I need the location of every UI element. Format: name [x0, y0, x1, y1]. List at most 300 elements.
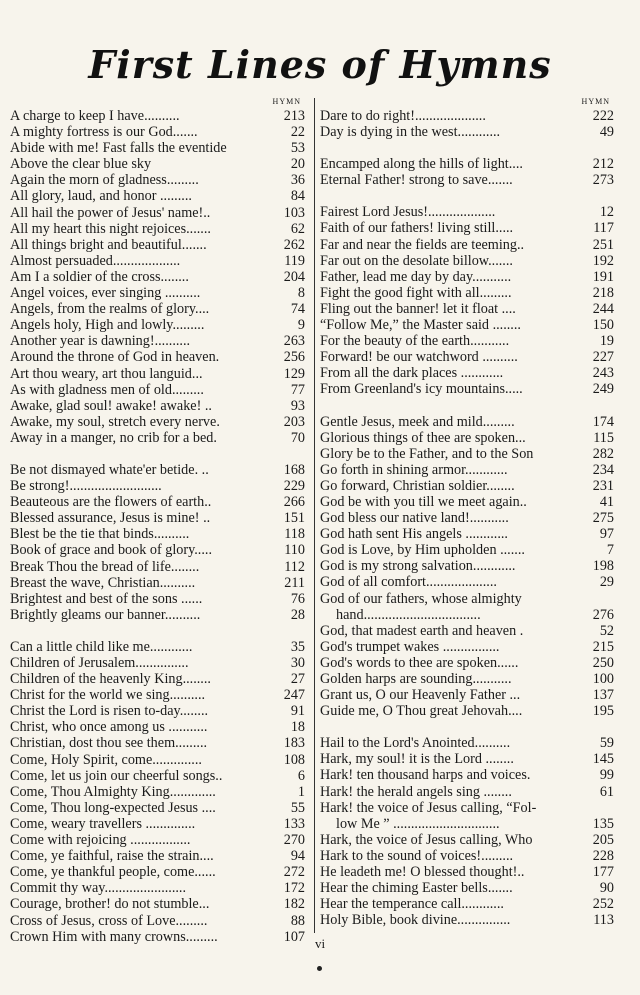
hymn-entry [320, 462, 614, 478]
hymn-first-line: Christ the Lord is risen to-day........ [10, 703, 209, 720]
hymn-first-line: He leadeth me! O blessed thought!.. [320, 864, 525, 881]
hymn-first-line: Almost persuaded................... [10, 252, 181, 269]
hymn-number: 168 [283, 461, 305, 478]
hymn-first-line: Far and near the fields are teeming.. [320, 236, 525, 253]
hymn-number: 227 [592, 349, 614, 366]
hymn-first-line: Above the clear blue sky [10, 156, 152, 173]
hymn-number: 222 [592, 108, 614, 124]
hymn-entry [10, 896, 305, 912]
hymn-entry [10, 575, 305, 591]
hymn-number: 19 [599, 333, 614, 350]
hymn-number: 182 [283, 896, 305, 913]
hymn-number: 77 [290, 381, 305, 398]
hymn-first-line: Angel voices, ever singing .......... [10, 285, 201, 302]
hymn-entry [10, 205, 305, 221]
hymn-entry [10, 864, 305, 880]
hymn-number: 52 [599, 622, 614, 639]
hymn-entry [320, 414, 614, 430]
hymn-entry [320, 510, 614, 526]
hymn-entry [10, 639, 305, 655]
hymn-entry [10, 816, 305, 832]
hymn-entry [10, 526, 305, 542]
hymn-number: 191 [592, 268, 614, 285]
hymn-entry [10, 607, 305, 623]
hymn-entry [320, 639, 614, 655]
hymn-entry [10, 832, 305, 848]
hymn-first-line: Again the morn of gladness......... [10, 172, 199, 189]
hymn-first-line: Away in a manger, no crib for a bed. [10, 429, 217, 446]
hymn-entry [10, 494, 305, 510]
hymn-first-line: Holy Bible, book divine............... [320, 912, 511, 929]
hymn-first-line: As with gladness men of old......... [10, 381, 204, 398]
hymn-number: 9 [297, 317, 305, 334]
hymn-first-line: Cross of Jesus, cross of Love......... [10, 912, 208, 929]
hymn-first-line: Brightest and best of the sons ...... [10, 590, 203, 607]
hymn-number: 250 [592, 654, 614, 671]
hymn-number: 275 [592, 510, 614, 527]
hymn-number: 7 [606, 542, 614, 559]
hymn-number: 129 [283, 365, 305, 382]
hymn-number: 6 [297, 767, 305, 784]
hymn-first-line: Go forth in shining armor............ [320, 461, 508, 478]
hymn-first-line: Courage, brother! do not stumble... [10, 896, 210, 913]
hymn-first-line: Blessed assurance, Jesus is mine! .. [10, 510, 211, 527]
hymn-first-line: All glory, laud, and honor ......... [10, 188, 192, 205]
hymn-entry [320, 494, 614, 510]
hymn-number: 231 [592, 477, 614, 494]
hymn-first-line: Around the throne of God in heaven. [10, 349, 220, 366]
hymn-entry [10, 880, 305, 896]
group-spacer [320, 719, 614, 735]
hymn-first-line: Come, Thou Almighty King............. [10, 783, 216, 800]
hymn-number: 74 [290, 301, 305, 318]
hymn-first-line: All things bright and beautiful....... [10, 236, 207, 253]
hymn-number: 8 [297, 285, 305, 302]
right-column [320, 96, 614, 928]
hymn-number: 76 [290, 590, 305, 607]
hymn-entry [10, 848, 305, 864]
hymn-first-line: Hail to the Lord's Anointed.......... [320, 735, 511, 752]
hymn-entry [10, 913, 305, 929]
hymn-first-line: Come, Holy Spirit, come.............. [10, 751, 202, 768]
hymn-first-line: Encamped along the hills of light.... [320, 156, 523, 173]
hymn-number: 172 [283, 880, 305, 897]
hymn-number: 213 [283, 108, 305, 124]
hymn-first-line: Commit thy way....................... [10, 880, 187, 897]
hymn-first-line: For the beauty of the earth........... [320, 333, 510, 350]
hymn-entry [320, 687, 614, 703]
hymn-entry [320, 558, 614, 574]
hymn-number: 195 [592, 703, 614, 720]
hymn-entry [10, 253, 305, 269]
hymn-entry [10, 735, 305, 751]
hymn-number: 174 [592, 413, 614, 430]
hymn-number: 234 [592, 461, 614, 478]
left-column-header: HYMN [272, 97, 301, 106]
hymn-entry [10, 108, 305, 124]
hymn-entry [320, 253, 614, 269]
hymn-number: 30 [290, 655, 305, 671]
hymn-first-line: Fling out the banner! let it float .... [320, 300, 516, 317]
hymn-first-line: God is Love, by Him upholden ....... [320, 542, 525, 559]
hymn-entry [320, 864, 614, 880]
hymn-first-line: Blest be the tie that binds.......... [10, 526, 190, 543]
hymn-number: 247 [283, 687, 305, 704]
hymn-number: 272 [283, 864, 305, 881]
hymn-first-line: God's trumpet wakes ................ [320, 638, 500, 655]
hymn-first-line: Grant us, O our Heavenly Father ... [320, 687, 521, 704]
hymn-entry [320, 574, 614, 590]
hymn-entry [10, 671, 305, 687]
hymn-entry [320, 204, 614, 220]
hymn-first-line: Come, ye faithful, raise the strain.... [10, 848, 214, 865]
hymn-entry [10, 285, 305, 301]
hymn-entry [10, 784, 305, 800]
hymn-number: 84 [290, 188, 305, 205]
hymn-first-line: All my heart this night rejoices....... [10, 220, 211, 237]
hymn-number: 192 [592, 252, 614, 269]
hymn-first-line: Hear the temperance call............ [320, 896, 504, 913]
hymn-entry [320, 671, 614, 687]
group-spacer [10, 446, 305, 462]
hymn-group [320, 735, 614, 928]
hymn-entry [10, 172, 305, 188]
group-spacer [320, 188, 614, 204]
ornament-dot [317, 966, 322, 971]
right-column-header: HYMN [581, 97, 610, 106]
hymn-number: 229 [283, 478, 305, 495]
hymn-entry [320, 735, 614, 751]
hymn-first-line: Awake, my soul, stretch every nerve. [10, 413, 220, 430]
hymn-entry [320, 269, 614, 285]
hymn-entry [320, 751, 614, 767]
hymn-first-line: Golden harps are sounding........... [320, 671, 512, 687]
hymn-first-line: God hath sent His angels ............ [320, 526, 508, 543]
hymn-entry [320, 156, 614, 172]
hymn-first-line: Christ, who once among us ........... [10, 719, 208, 736]
hymn-entry [320, 349, 614, 365]
hymn-first-line: Glory be to the Father, and to the Son [320, 445, 534, 462]
hymn-first-line: Come, let us join our cheerful songs.. [10, 767, 223, 784]
hymn-number: 249 [592, 381, 614, 398]
hymn-entry [10, 800, 305, 816]
hymn-number: 70 [290, 429, 305, 446]
hymn-number: 1 [297, 783, 305, 800]
hymn-number: 108 [283, 751, 305, 768]
hymn-number: 62 [290, 220, 305, 237]
hymn-first-line: Fairest Lord Jesus!................... [320, 204, 496, 221]
hymn-first-line: Angels, from the realms of glory.... [10, 301, 210, 318]
hymn-first-line: God, that madest earth and heaven . [320, 622, 524, 639]
hymn-entry [10, 333, 305, 349]
hymn-first-line: All hail the power of Jesus' name!.. [10, 204, 211, 221]
left-column [10, 96, 305, 945]
hymn-number: 133 [283, 815, 305, 832]
hymn-first-line: Children of Jerusalem............... [10, 655, 189, 671]
hymn-number: 204 [283, 268, 305, 285]
hymn-entry [320, 655, 614, 671]
group-spacer [320, 398, 614, 414]
group-spacer [10, 623, 305, 639]
hymn-number: 20 [290, 156, 305, 173]
hymn-first-line: Angels holy, High and lowly......... [10, 317, 205, 334]
hymn-number: 110 [284, 542, 305, 559]
hymn-group [320, 414, 614, 720]
hymn-entry [10, 156, 305, 172]
hymn-entry [320, 172, 614, 188]
hymn-number: 198 [592, 558, 614, 575]
hymn-entry [320, 237, 614, 253]
hymn-number: 273 [592, 172, 614, 189]
hymn-first-line: Be strong!.......................... [10, 478, 162, 495]
hymn-entry [10, 510, 305, 526]
hymn-entry [320, 848, 614, 864]
hymn-first-line: Hark, the voice of Jesus calling, Who [320, 831, 533, 848]
hymn-first-line: Go forward, Christian soldier........ [320, 477, 515, 494]
hymn-first-line: God bless our native land!........... [320, 510, 509, 527]
hymn-number: 61 [599, 783, 614, 800]
hymn-first-line: God's words to thee are spoken...... [320, 654, 519, 671]
hymn-entry [10, 752, 305, 768]
hymn-group [320, 204, 614, 397]
hymn-group [10, 462, 305, 623]
hymn-entry [320, 880, 614, 896]
hymn-first-line: A mighty fortress is our God....... [10, 124, 198, 141]
hymn-first-line: Book of grace and book of glory..... [10, 542, 212, 559]
hymn-entry [10, 317, 305, 333]
hymn-number: 118 [284, 526, 305, 543]
hymn-first-line: God of our fathers, whose almighty [320, 590, 522, 607]
hymn-entry [320, 301, 614, 317]
hymn-number: 90 [599, 880, 614, 897]
hymn-entry [320, 124, 614, 140]
page-title: First Lines of Hymns [88, 42, 552, 87]
hymn-entry [320, 478, 614, 494]
hymn-entry [10, 703, 305, 719]
hymn-number: 94 [290, 848, 305, 865]
hymn-first-line: God be with you till we meet again.. [320, 493, 527, 510]
hymn-first-line: Glorious things of thee are spoken... [320, 429, 526, 446]
hymn-first-line: Crown Him with many crowns......... [10, 928, 218, 945]
hymn-entry [320, 317, 614, 333]
hymn-first-line: Dare to do right!.................... [320, 108, 486, 124]
hymn-number: 113 [593, 912, 614, 929]
hymn-entry [10, 398, 305, 414]
hymn-number: 266 [283, 494, 305, 511]
hymn-first-line: Abide with me! Fast falls the eventide [10, 140, 227, 157]
hymn-number: 263 [283, 333, 305, 350]
hymn-number: 119 [284, 252, 305, 269]
hymn-first-line: Hark! ten thousand harps and voices. [320, 767, 531, 784]
hymn-first-line: Faith of our fathers! living still..... [320, 220, 514, 237]
hymn-number: 205 [592, 831, 614, 848]
hymn-entry [320, 108, 614, 124]
hymn-entry [320, 784, 614, 800]
page-number: vi [314, 936, 326, 951]
hymn-first-line: A charge to keep I have.......... [10, 108, 180, 124]
hymn-first-line: Be not dismayed whate'er betide. .. [10, 461, 209, 478]
hymn-group [10, 108, 305, 446]
hymn-entry [10, 414, 305, 430]
hymn-entry [10, 687, 305, 703]
hymn-entry [10, 559, 305, 575]
hymn-number: 41 [599, 493, 614, 510]
hymn-number: 107 [283, 928, 305, 945]
hymn-entry [10, 542, 305, 558]
hymn-number: 256 [283, 349, 305, 366]
hymn-entry [320, 430, 614, 446]
hymn-entry [320, 896, 614, 912]
hymn-number: 29 [599, 574, 614, 591]
hymn-number: 228 [592, 847, 614, 864]
hymn-entry [320, 542, 614, 558]
hymn-entry [10, 301, 305, 317]
hymn-entry [320, 446, 614, 462]
hymn-number: 36 [290, 172, 305, 189]
hymn-number: 88 [290, 912, 305, 929]
hymn-number: 276 [592, 606, 614, 623]
hymn-first-line: From Greenland's icy mountains..... [320, 381, 523, 398]
hymn-number: 12 [599, 204, 614, 221]
hymn-number: 53 [290, 140, 305, 157]
hymn-entry [10, 382, 305, 398]
hymn-number: 177 [592, 864, 614, 881]
hymn-number: 93 [290, 397, 305, 414]
hymn-entry [320, 800, 614, 816]
hymn-number: 100 [592, 671, 614, 687]
hymn-first-line: Come, weary travellers .............. [10, 815, 196, 832]
hymn-number: 135 [592, 815, 614, 832]
hymn-entry [320, 220, 614, 236]
hymn-number: 22 [290, 124, 305, 141]
hymn-number: 262 [283, 236, 305, 253]
hymn-entry [10, 430, 305, 446]
hymn-first-line: Christ for the world we sing.......... [10, 687, 206, 704]
hymn-entry [10, 478, 305, 494]
hymn-first-line: Am I a soldier of the cross........ [10, 268, 189, 285]
hymn-number: 117 [593, 220, 614, 237]
hymn-entry [320, 623, 614, 639]
hymn-first-line: Come, Thou long-expected Jesus .... [10, 799, 216, 816]
hymn-number: 18 [290, 719, 305, 736]
hymn-first-line: Break Thou the bread of life........ [10, 558, 200, 575]
hymn-first-line: Christian, dost thou see them......... [10, 735, 208, 752]
hymn-number: 49 [599, 124, 614, 141]
hymn-group [10, 639, 305, 945]
hymn-first-line: Eternal Father! strong to save....... [320, 172, 513, 189]
hymn-entry [10, 591, 305, 607]
hymn-entry [320, 381, 614, 397]
hymn-entry [10, 237, 305, 253]
hymn-number: 203 [283, 413, 305, 430]
hymn-first-line: Hear the chiming Easter bells....... [320, 880, 513, 897]
hymn-number: 145 [592, 751, 614, 768]
hymn-entry [320, 333, 614, 349]
hymn-entry [10, 349, 305, 365]
hymn-first-line: Art thou weary, art thou languid... [10, 365, 203, 382]
hymn-number: 212 [592, 156, 614, 173]
hymn-entry [10, 768, 305, 784]
hymn-first-line: Hark to the sound of voices!......... [320, 847, 514, 864]
hymn-first-line: From all the dark places ............ [320, 365, 504, 382]
hymn-number: 112 [284, 558, 305, 575]
column-divider [314, 98, 315, 933]
hymn-number: 137 [592, 687, 614, 704]
hymn-first-line: Guide me, O Thou great Jehovah.... [320, 703, 523, 720]
hymn-entry [320, 607, 614, 623]
hymn-first-line: God is my strong salvation............ [320, 558, 516, 575]
hymn-number: 28 [290, 606, 305, 623]
hymn-entry [10, 719, 305, 735]
hymn-group [320, 108, 614, 140]
hymn-first-line: God of all comfort.................... [320, 574, 497, 591]
hymn-number: 252 [592, 896, 614, 913]
hymn-entry [320, 816, 614, 832]
hymn-entry [320, 832, 614, 848]
hymn-group [320, 156, 614, 188]
hymn-number: 243 [592, 365, 614, 382]
hymn-entry [320, 526, 614, 542]
hymn-number: 151 [283, 510, 305, 527]
hymn-number: 97 [599, 526, 614, 543]
hymn-entry [320, 285, 614, 301]
hymn-number: 27 [290, 671, 305, 688]
hymn-number: 218 [592, 284, 614, 301]
hymn-number: 91 [290, 703, 305, 720]
hymn-first-line: Brightly gleams our banner.......... [10, 606, 201, 623]
hymn-number: 270 [283, 832, 305, 849]
hymn-number: 183 [283, 735, 305, 752]
hymn-number: 211 [284, 574, 305, 591]
hymn-entry [10, 462, 305, 478]
hymn-entry [320, 591, 614, 607]
hymn-entry [10, 366, 305, 382]
hymn-first-line: Can a little child like me............ [10, 638, 193, 655]
hymn-first-line: Beauteous are the flowers of earth.. [10, 494, 212, 511]
hymn-first-line: Come with rejoicing ................. [10, 832, 191, 849]
hymn-number: 103 [283, 204, 305, 221]
hymn-number: 35 [290, 638, 305, 655]
hymn-entry [320, 703, 614, 719]
hymn-first-line: Forward! be our watchword .......... [320, 349, 518, 366]
hymn-number: 55 [290, 799, 305, 816]
hymn-entry [10, 655, 305, 671]
hymn-first-line: Gentle Jesus, meek and mild......... [320, 413, 515, 430]
hymn-first-line: Awake, glad soul! awake! awake! .. [10, 397, 212, 414]
hymn-entry [10, 188, 305, 204]
hymn-number: 215 [592, 638, 614, 655]
hymn-entry [10, 269, 305, 285]
hymn-entry [10, 221, 305, 237]
hymn-first-line: Come, ye thankful people, come...... [10, 864, 216, 881]
hymn-entry [320, 767, 614, 783]
hymn-number: 150 [592, 317, 614, 334]
hymn-first-line: Day is dying in the west............ [320, 124, 501, 141]
hymn-number: 244 [592, 300, 614, 317]
group-spacer [320, 140, 614, 156]
hymn-entry [10, 140, 305, 156]
hymn-first-line: Another year is dawning!.......... [10, 333, 191, 350]
hymn-entry [320, 912, 614, 928]
hymn-first-line: Hark! the herald angels sing ........ [320, 783, 512, 800]
hymn-first-line: Hark! the voice of Jesus calling, “Fol- [320, 799, 537, 816]
hymn-entry [10, 124, 305, 140]
hymn-first-line: low Me ” .............................. [336, 815, 500, 832]
hymn-first-line: Father, lead me day by day........... [320, 268, 512, 285]
hymn-number: 115 [593, 429, 614, 446]
hymn-first-line: Children of the heavenly King........ [10, 671, 211, 688]
hymn-first-line: “Follow Me,” the Master said ........ [320, 317, 521, 334]
